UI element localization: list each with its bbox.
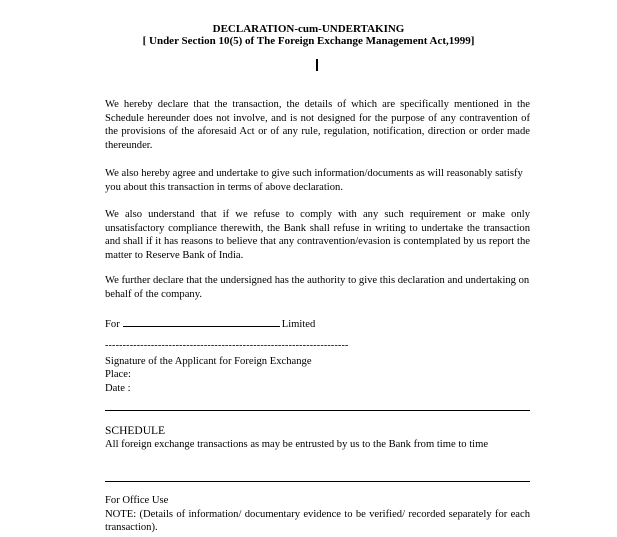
divider-2 (105, 481, 530, 482)
company-name-blank[interactable] (123, 316, 280, 327)
signature-label: Signature of the Applicant for Foreign Exchange (105, 356, 312, 367)
schedule-heading: SCHEDULE (105, 425, 166, 437)
document-title: DECLARATION-cum-UNDERTAKING (212, 23, 405, 35)
office-use-heading: For Office Use (105, 495, 169, 506)
date-label: Date : (105, 382, 131, 394)
divider-1 (105, 410, 530, 411)
signature-dash-line: --------------------------------------------------------------------- (105, 340, 349, 351)
company-name-line (105, 316, 315, 332)
declaration-paragraph-4: We further declare that the undersigned has the authority to give this declaration and undertaking on behalf of the company. (105, 275, 530, 300)
declaration-paragraph-1: We hereby declare that the transaction, the details of which are specifically mentioned in the Schedule hereunder does not involve, and is not designed for the purpose of any contravention of the provisions of the aforesaid Act or of any rule, regulation, notification, direction or order made thereunder. (105, 99, 530, 151)
office-use-section (105, 494, 530, 535)
office-use-note: NOTE: (Details of information/ documentary evidence to be verified/ recorded separately for each transaction). (105, 508, 530, 534)
declaration-paragraph-2: We also hereby agree and undertake to give such information/documents as will reasonably satisfy you about this transaction in terms of above declaration. (105, 168, 523, 193)
declaration-paragraph-3: We also understand that if we refuse to comply with any such requirement or make only unsatisfactory compliance therewith, the Bank shall refuse in writing to undertake the transaction and shall if it has reasons to believe that any contravention/evasion is contemplated by us report the matter to Reserve Bank of India. (105, 209, 530, 261)
text-cursor (316, 59, 318, 71)
company-prefix: For (105, 319, 120, 330)
signature-block (105, 355, 312, 395)
schedule-section (105, 424, 530, 452)
place-label: Place: (105, 369, 131, 381)
company-suffix: Limited (281, 319, 316, 330)
document-subtitle: [ Under Section 10(5) of The Foreign Exchange Management Act,1999] (142, 35, 475, 47)
schedule-text: All foreign exchange transactions as may be entrusted by us to the Bank from time to time (105, 439, 489, 450)
